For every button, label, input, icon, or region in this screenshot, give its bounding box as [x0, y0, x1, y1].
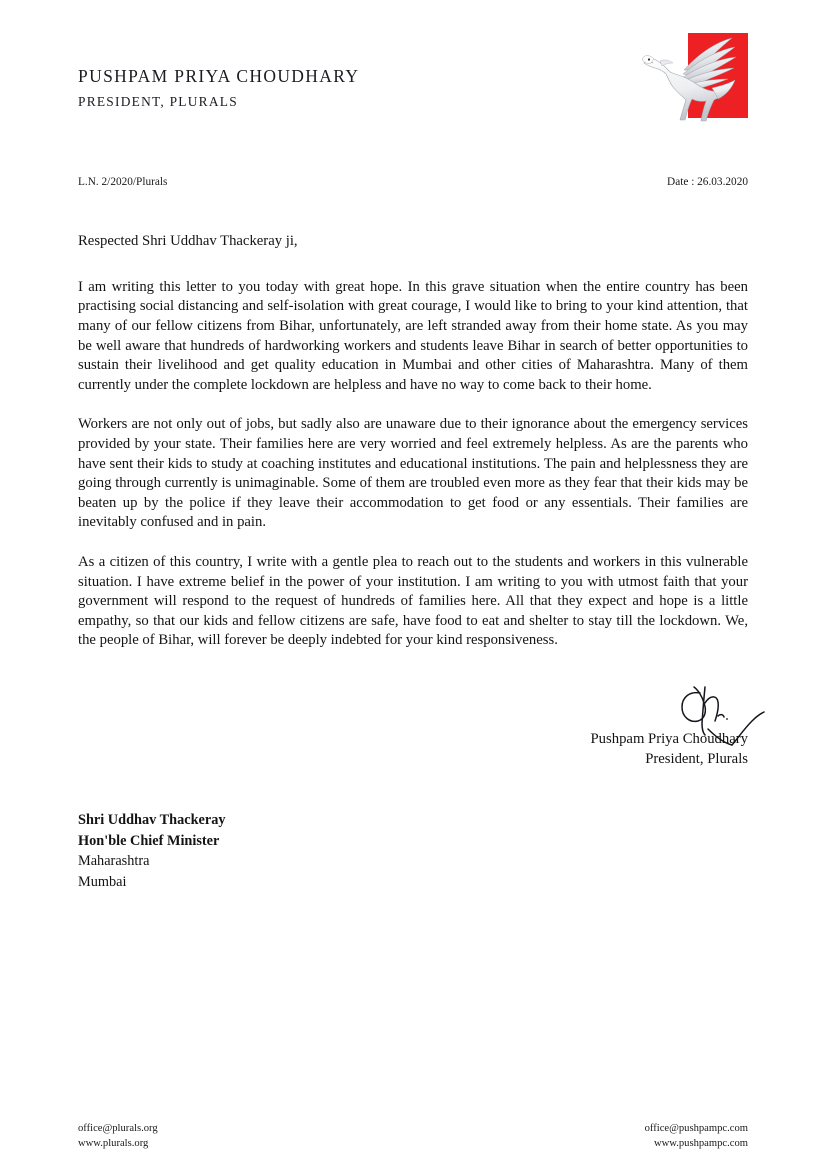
signature-block [78, 730, 748, 769]
footer-email-plurals[interactable]: office@plurals.org [78, 1123, 158, 1134]
reference-row [78, 176, 748, 188]
organization-logo [640, 20, 760, 130]
letterhead-role: PRESIDENT, PLURALS [78, 93, 238, 109]
letterhead-name: PUSHPAM PRIYA CHOUDHARY [78, 66, 360, 86]
page-footer [78, 1122, 748, 1151]
footer-email-pushpampc[interactable]: office@pushpampc.com [644, 1123, 748, 1134]
signature-title: President, Plurals [645, 750, 748, 767]
salutation: Respected Shri Uddhav Thackeray ji, [78, 233, 298, 249]
footer-right [645, 1122, 748, 1151]
letter-number: L.N. 2/2020/Plurals [78, 176, 168, 188]
footer-website-pushpampc[interactable]: www.pushpampc.com [653, 1137, 748, 1149]
letter-paragraph: I am writing this letter to you today with great hope. In this grave situation when the entire country has been practising social distancing and self-isolation with great courage, I would like to bring to your kind attention, that many of our fellow citizens from Bihar, unfortunately, are left stranded away from their home state. As you may be well aware that hundreds of hardworking workers and students leave Bihar in search of better opportunities to sustain their livelihood and get quality education in Mumbai and other cities of Maharashtra. Many of them currently under the complete lockdown are helpless and have no way to come back to their home. [78, 278, 748, 393]
letter-date: Date : 26.03.2020 [667, 176, 748, 188]
letter-paragraph: As a citizen of this country, I write with a gentle plea to reach out to the students and workers in this vulnerable situation. I have extreme belief in the power of your institution. I am writing to you with utmost faith that your government will respond to the request of hundreds of families here. All that they expect and hope is a little empathy, so that our kids and fellow citizens are safe, have food to eat and shelter to stay till the lockdown. We, the people of Bihar, will forever be deeply indebted for your kind responsiveness. [78, 553, 748, 649]
letter-paragraph: Workers are not only out of jobs, but sadly also are unaware due to their ignorance about the emergency services provided by your state. Their families here are very worried and feel extremely helpless. As are the parents who have sent their kids to study at coaching institutes and educational institutions. The pain and helplessness they are going through currently is unimaginable. Some of them are troubled even more as they fear that their kids may be beaten up by the police if they leave their accommodation to get food or any essentials. Their families are inevitably confused and in pain. [78, 416, 748, 531]
letter-body [78, 232, 748, 651]
footer-left [78, 1122, 158, 1151]
recipient-designation: Hon'ble Chief Minister [78, 832, 220, 849]
pegasus-logo-icon [640, 28, 750, 128]
recipient-block [78, 810, 226, 892]
recipient-city: Mumbai [78, 873, 127, 890]
signature-name: Pushpam Priya Choudhary [590, 731, 748, 747]
letterhead [78, 66, 359, 110]
recipient-name: Shri Uddhav Thackeray [78, 812, 226, 828]
footer-website-plurals[interactable]: www.plurals.org [78, 1137, 149, 1149]
recipient-state: Maharashtra [78, 853, 150, 869]
